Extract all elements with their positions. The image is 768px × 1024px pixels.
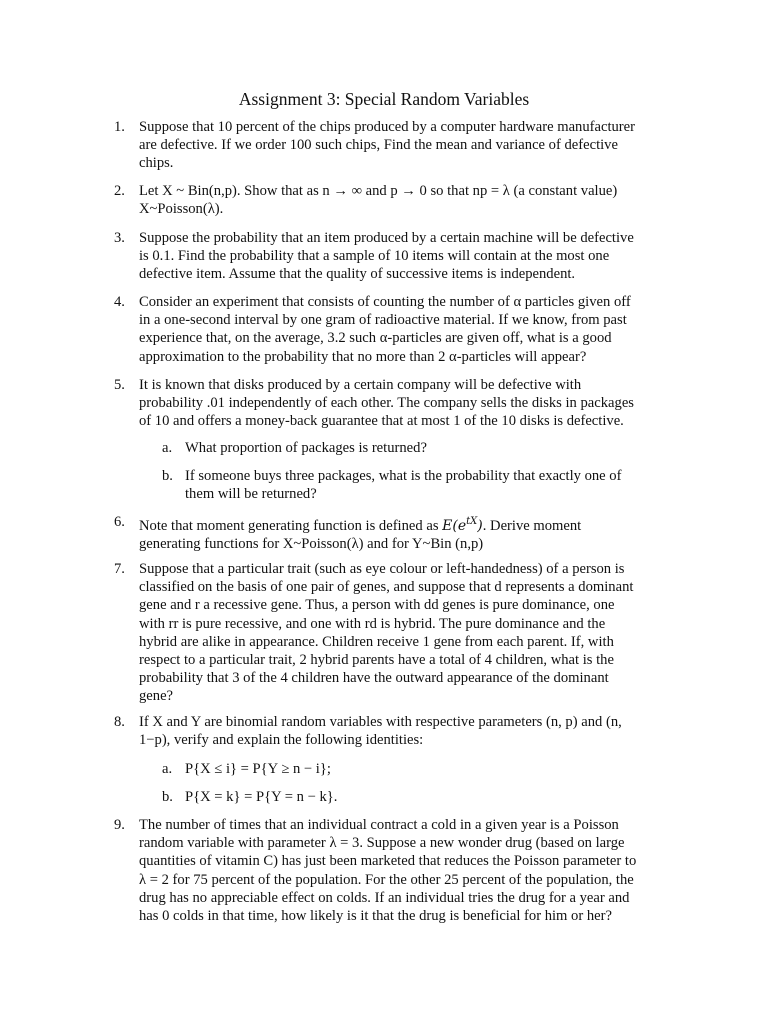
question-text: Suppose that a particular trait (such as eye colour or left-handedness) of a person is classified on the basis of one pair of genes, and suppose that d represents a dominant gene and r a recessive gene. Thus, a person with dd genes is pure dominance, one with rr is pure recessive, and one with rd is hybrid. The pure dominance and the hybrid are alike in appearance. Children receive 1 gene from each parent. If, with respect to a particular trait, 2 hybrid parents have a total of 4 children, what is the probability that 3 of the 4 children have the outward appearance of the dominant gene? [139,561,634,705]
part-text: What proportion of packages is returned? [185,440,427,456]
question-text: Let X ~ Bin(n,p). Show that as n → ∞ and p → 0 so that np = λ (a constant value) X~Poisson(λ). [139,183,618,218]
question-1 [114,118,674,173]
question-9 [114,816,674,925]
question-text: Consider an experiment that consists of counting the number of α particles given off in a one-second interval by one gram of radioactive material. If we know, from past experience that, on the average, 3.2 such α-particles are given off, what is a good approximation to the probability that no more than 2 α-particles will appear? [139,294,631,365]
part-letter: b. [162,468,173,484]
question-3 [114,229,674,284]
question-number: 8. [114,714,125,730]
part-text: P{X ≤ i} = P{Y ≥ n − i}; [185,761,331,777]
mgf-formula: $E(e^{tX})$ [442,516,483,534]
part-letter: a. [162,761,173,777]
question-number: 3. [114,230,125,246]
page-title: Assignment 3: Special Random Variables [238,89,530,109]
question-text: If X and Y are binomial random variables with respective parameters (n, p) and (n, 1−p), verify and explain the following identities: [139,714,622,749]
question-text: Note that moment generating function is defined as $E(e^{tX})$. Derive moment generating functions for X~Poisson(λ) and for Y~Bin (n,p) [139,516,582,553]
question-number: 5. [114,377,125,393]
question-text: It is known that disks produced by a certain company will be defective with probability .01 independently of each other. The company sells the disks in packages of 10 and offers a money-back guarantee that at most 1 of the 10 disks is defective. [139,377,634,430]
question-number: 9. [114,817,125,833]
question-6 [114,513,674,553]
part-letter: b. [162,789,173,805]
question-2 [114,182,674,218]
question-8 [114,713,674,749]
question-text: Suppose the probability that an item produced by a certain machine will be defective is 0.1. Find the probability that a sample of 10 items will contain at the most one defective item. Assume that the quality of successive items is independent. [139,230,634,283]
question-5 [114,376,674,431]
question-4 [114,293,674,366]
question-number: 4. [114,294,125,310]
question-5-part-b [162,467,672,503]
part-letter: a. [162,440,173,456]
question-number: 7. [114,561,125,577]
question-7 [114,560,674,706]
question-8-part-a [162,760,672,778]
question-number: 1. [114,119,125,135]
question-text: The number of times that an individual contract a cold in a given year is a Poisson random variable with parameter λ = 3. Suppose a new wonder drug (based on large quantities of vitamin C) has just been marketed that reduces the Poisson parameter to λ = 2 for 75 percent of the population. For the other 25 percent of the population, the drug has no appreciable effect on colds. If an individual tries the drug for a year and has 0 colds in that time, how likely is it that the drug is beneficial for him or her? [139,817,637,925]
question-5-part-a [162,439,672,457]
question-number: 2. [114,183,125,199]
question-8-part-b [162,788,672,806]
question-number: 6. [114,514,125,530]
part-text: If someone buys three packages, what is the probability that exactly one of them will be returned? [185,468,622,503]
question-text: Suppose that 10 percent of the chips produced by a computer hardware manufacturer are defective. If we order 100 such chips, Find the mean and variance of defective chips. [139,119,636,172]
part-text: P{X = k} = P{Y = n − k}. [185,789,338,805]
